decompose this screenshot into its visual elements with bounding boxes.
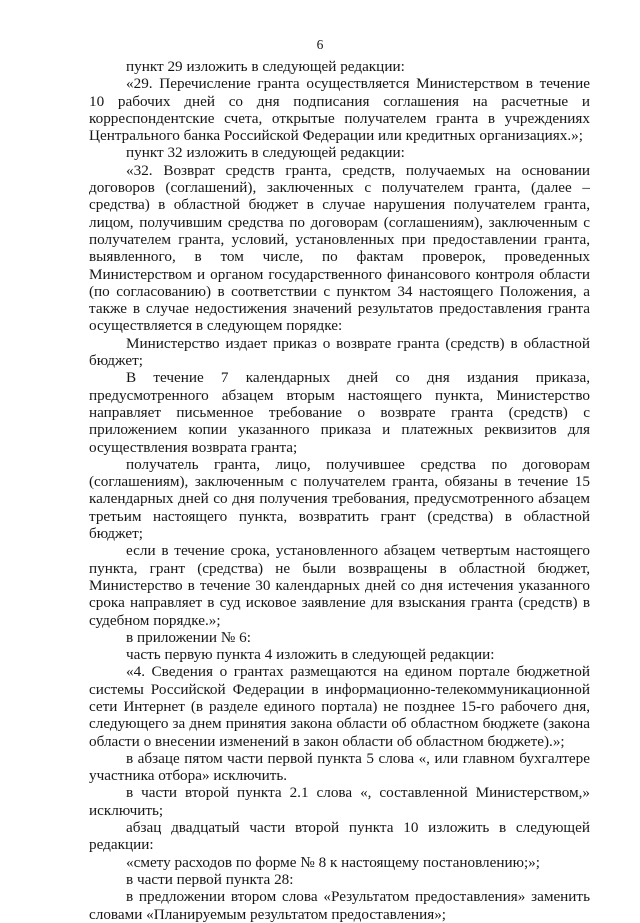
paragraph: если в течение срока, установленного абзацем четвертым настоящего пункта, грант (средства) не были возвращены в областной бюджет, Министерство в течение 30 календарных дней со дня истечения указанного срока направляет в суд исковое заявление для взыскания гранта (средств) в судебном порядке.»; bbox=[89, 542, 590, 629]
paragraph: часть первую пункта 4 изложить в следующей редакции: bbox=[126, 646, 495, 664]
document-body bbox=[89, 58, 590, 923]
paragraph: в абзаце пятом части первой пункта 5 слова «, или главном бухгалтере участника отбора» исключить. bbox=[89, 749, 590, 785]
paragraph: «4. Сведения о грантах размещаются на едином портале бюджетной системы Российской Федерации в информационно-телекоммуникационной сети Интернет (в разделе единого портала) не позднее 15-го рабочего дня, следующего за днем принятия закона области об областном бюджете (закона области о внесении изменений в закон области об областном бюджете).»; bbox=[89, 663, 590, 750]
paragraph: пункт 32 изложить в следующей редакции: bbox=[126, 144, 405, 162]
paragraph: в приложении № 6: bbox=[126, 628, 251, 646]
paragraph: «32. Возврат средств гранта, средств, получаемых на основании договоров (соглашений), заключенных с получателем гранта, (далее – средства) в областной бюджет в случае нарушения получателем гранта, лицом, получившим средства по договорам (соглашениям), заключенным с получателем гранта, условий, установленных при предоставлении гранта, выявленного, в том числе, по фактам проверок, проведенных Министерством и органом государственного финансового контроля области (по согласованию) в соответствии с пунктом 34 настоящего Положения, а также в случае недостижения значений результатов предоставления гранта осуществляется в следующем порядке: bbox=[89, 161, 590, 335]
paragraph: абзац двадцатый части второй пункта 10 изложить в следующей редакции: bbox=[89, 819, 590, 854]
paragraph: получатель гранта, лицо, получившее средства по договорам (соглашениям), заключенным с получателем гранта, обязаны в течение 15 календарных дней со дня получения требования, предусмотренного абзацем третьим настоящего пункта, возвратить грант (средства) в областной бюджет; bbox=[89, 455, 590, 543]
paragraph: в части второй пункта 2.1 слова «, составленной Министерством,» исключить; bbox=[89, 784, 590, 819]
paragraph: «смету расходов по форме № 8 к настоящему постановлению;»; bbox=[126, 853, 540, 871]
paragraph: в предложении втором слова «Результатом предоставления» заменить словами «Планируемым результатом предоставления»; bbox=[89, 888, 590, 923]
paragraph: «29. Перечисление гранта осуществляется Министерством в течение 10 рабочих дней со дня подписания соглашения на расчетные и корреспондентские счета, открытые получателем гранта в учреждениях Центрального банка Российской Федерации или кредитных организациях.»; bbox=[89, 75, 590, 145]
paragraph: В течение 7 календарных дней со дня издания приказа, предусмотренного абзацем вторым настоящего пункта, Министерство направляет письменное требование о возврате гранта (средств) с приложением копии указанного приказа и платежных реквизитов для осуществления возврата гранта; bbox=[89, 369, 590, 456]
page-number: 6 bbox=[316, 37, 324, 52]
paragraph: пункт 29 изложить в следующей редакции: bbox=[126, 58, 405, 75]
paragraph: Министерство издает приказ о возврате гранта (средств) в областной бюджет; bbox=[89, 334, 590, 370]
paragraph: в части первой пункта 28: bbox=[126, 870, 294, 888]
